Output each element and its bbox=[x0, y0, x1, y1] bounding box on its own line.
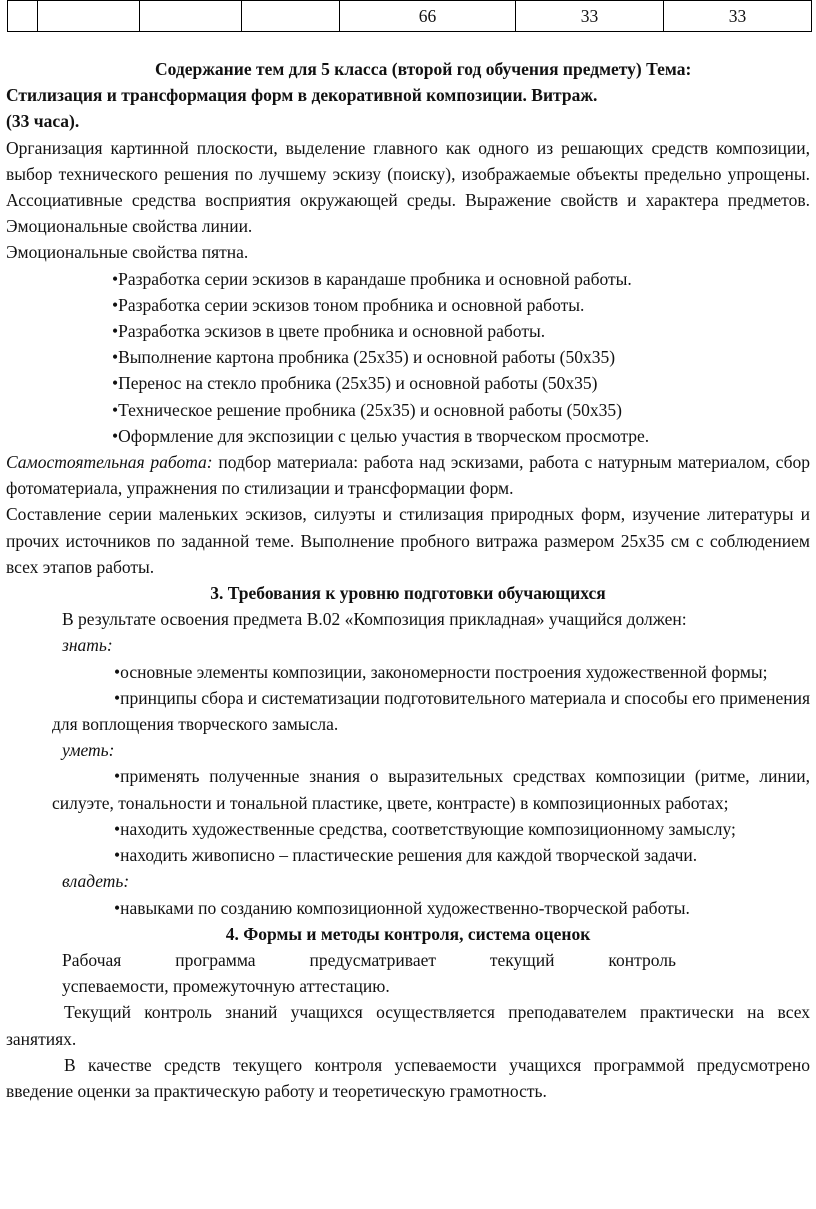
table-cell-total: 66 bbox=[340, 1, 516, 32]
section-4-p3: В качестве средств текущего контроля успеваемости учащихся программой предусмотрено введение оценки за практическую работу и теоретическую грамотность. bbox=[6, 1054, 810, 1101]
table-row bbox=[8, 1, 812, 32]
know-item: •основные элементы композиции, закономерности построения художественной формы; bbox=[114, 661, 768, 682]
can-item: •находить живописно – пластические решения для каждой творческой задачи. bbox=[114, 845, 698, 866]
list-item: •Разработка серии эскизов тоном пробника и основной работы. bbox=[112, 294, 585, 315]
list-item: •Перенос на стекло пробника (25x35) и основной работы (50x35) bbox=[112, 373, 598, 394]
section-4-title: 4. Формы и методы контроля, система оценок bbox=[225, 923, 591, 944]
section-4-p1-line2: успеваемости, промежуточную аттестацию. bbox=[62, 976, 390, 997]
list-item: •Выполнение картона пробника (25x35) и основной работы (50x35) bbox=[112, 347, 616, 368]
list-item: •Оформление для экспозиции с целью участия в творческом просмотре. bbox=[112, 425, 650, 446]
section-4-p2: Текущий контроль знаний учащихся осуществляется преподавателем практически на всех занятиях. bbox=[6, 1002, 810, 1049]
can-label: уметь: bbox=[62, 740, 115, 761]
intro-paragraph: Организация картинной плоскости, выделение главного как одного из решающих средств композиции, выбор технического решения по лучшему эскизу (поиску), изображаемые объекты предельно упрощены. Ассоциативные средства восприятия окружающей среды. Выражение свойств и характера предметов. Эмоциональные свойства линии. bbox=[6, 137, 810, 237]
can-item: •применять полученные знания о выразительных средствах композиции (ритме, линии, силуэте, тональности и тональной пластике, цвете, контрасте) в композиционных работах; bbox=[52, 766, 810, 813]
selfwork-label: Самостоятельная работа: bbox=[6, 452, 213, 473]
table-cell-practice: 33 bbox=[664, 1, 812, 32]
document-body bbox=[0, 56, 816, 1104]
can-item: •находить художественные средства, соответствующие композиционному замыслу; bbox=[114, 818, 736, 839]
selfwork-paragraph bbox=[0, 449, 816, 501]
selfwork-paragraph-2: Составление серии маленьких эскизов, силуэты и стилизация природных форм, изучение литературы и прочих источников по заданной теме. Выполнение пробного витража размером 25x35 см с соблюдением всех этапов работы. bbox=[6, 504, 810, 577]
table-cell bbox=[242, 1, 340, 32]
know-item: •принципы сбора и систематизации подготовительного материала и способы его применения для воплощения творческого замысла. bbox=[52, 687, 810, 735]
own-label: владеть: bbox=[62, 871, 130, 892]
list-item: •Разработка эскизов в цвете пробника и основной работы. bbox=[112, 321, 546, 342]
task-list bbox=[0, 266, 816, 449]
section-4-p1-line1: Рабочая программа предусматривает текущий контроль bbox=[62, 949, 676, 970]
list-item: •Разработка серии эскизов в карандаше пробника и основной работы. bbox=[112, 268, 632, 289]
heading-line-2: Стилизация и трансформация форм в декоративной композиции. Витраж. bbox=[6, 85, 598, 106]
know-label: знать: bbox=[62, 635, 113, 656]
table-cell-theory: 33 bbox=[516, 1, 664, 32]
own-item: •навыками по созданию композиционной художественно-творческой работы. bbox=[114, 897, 690, 918]
section-3-intro: В результате освоения предмета В.02 «Композиция прикладная» учащийся должен: bbox=[62, 609, 687, 630]
heading-line-3: (33 часа). bbox=[6, 111, 80, 132]
table-cell bbox=[140, 1, 242, 32]
selfwork-text: подбор материала: работа над эскизами, работа с натурным материалом, сбор фотоматериала, упражнения по стилизации и трансформации форм. bbox=[6, 452, 810, 499]
intro-paragraph-2: Эмоциональные свойства пятна. bbox=[6, 242, 249, 263]
hours-table bbox=[7, 0, 812, 32]
section-3-title: 3. Требования к уровню подготовки обучающихся bbox=[210, 583, 606, 604]
table-cell bbox=[8, 1, 38, 32]
list-item: •Техническое решение пробника (25x35) и основной работы (50x35) bbox=[112, 399, 623, 420]
heading-line-1: Содержание тем для 5 класса (второй год обучения предмету) Тема: bbox=[155, 59, 692, 79]
table-cell bbox=[38, 1, 140, 32]
